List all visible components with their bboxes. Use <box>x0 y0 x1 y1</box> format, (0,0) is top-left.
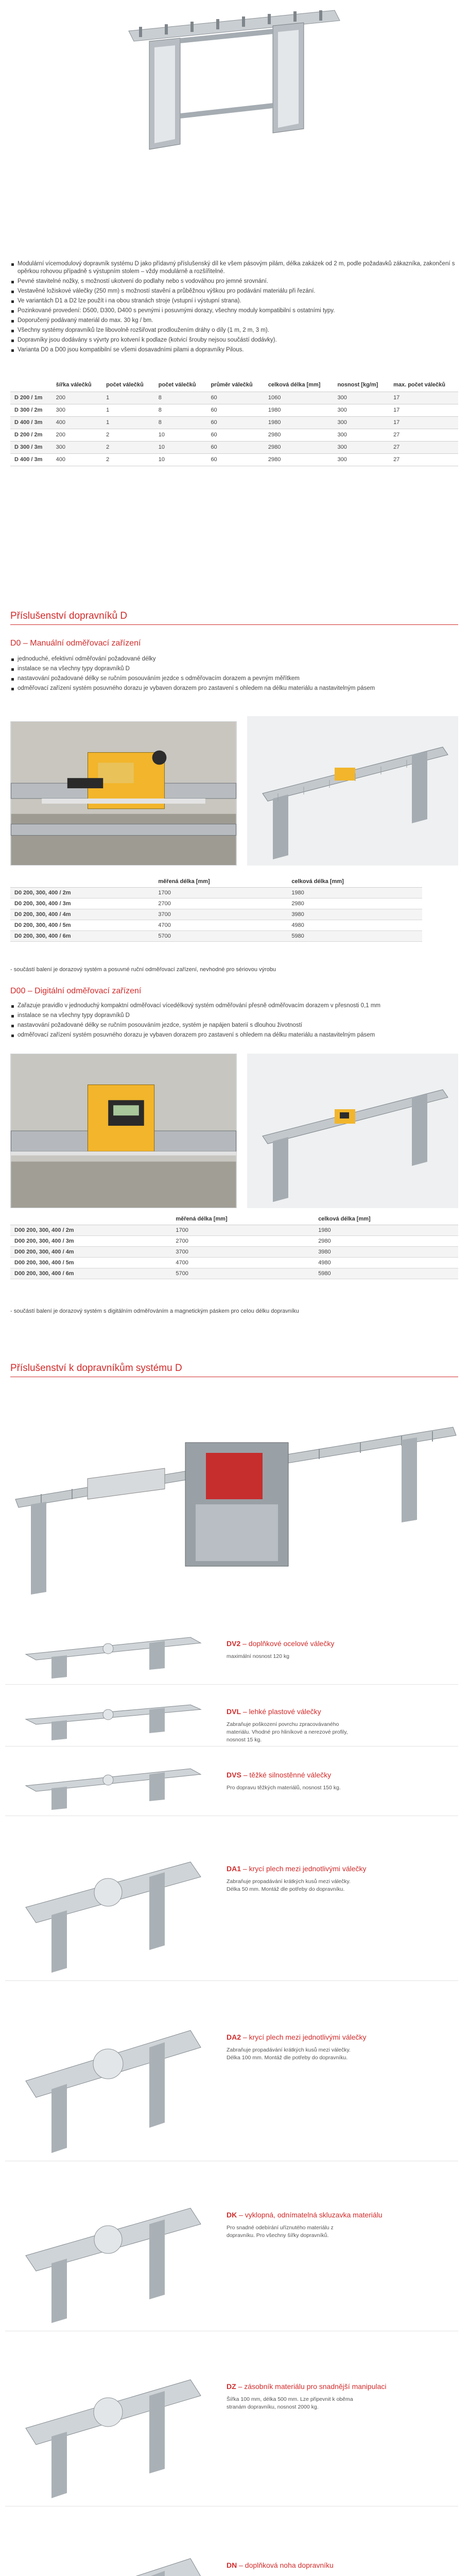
d0-length-cell: D0 200, 300, 400 / 5m <box>10 920 154 931</box>
accessory-title-text: – doplňková noha dopravníku <box>239 2561 334 2569</box>
accessory-code: DK <box>227 2211 237 2219</box>
d00-length-cell: 5980 <box>314 1268 458 1279</box>
d00-length-header-cell: měřená délka [mm] <box>171 1213 314 1225</box>
intro-bullet: Ve variantách D1 a D2 lze použít i na obou stranách stroje (vstupní i výstupní strana). <box>10 297 458 305</box>
accessory-drawing <box>5 1824 221 1976</box>
d0-title-text: – Manuální odměřovací zařízení <box>23 639 141 648</box>
d00-detail-drawing <box>11 1054 236 1208</box>
accessory-dz-text <box>227 2382 448 2411</box>
spec-header-cell: celková délka [mm] <box>264 379 334 392</box>
spec-cell: D 400 / 3m <box>10 454 52 466</box>
accessory-title <box>227 2382 448 2392</box>
accessory-dz-image <box>5 2339 221 2501</box>
accessory-da1 <box>0 1824 469 1984</box>
spec-cell: 27 <box>389 429 458 442</box>
section-divider <box>10 624 458 625</box>
spec-cell: 60 <box>206 404 264 417</box>
accessory-title <box>227 2561 448 2570</box>
spec-cell: 300 <box>333 417 389 429</box>
d00-length-header-cell <box>10 1213 171 1225</box>
spec-cell: 2 <box>102 429 154 442</box>
accessory-dk <box>0 2169 469 2334</box>
spec-cell: 10 <box>154 442 207 454</box>
spec-header-cell: počet válečků <box>154 379 207 392</box>
accessory-dvs-image <box>5 1754 221 1811</box>
accessory-dn-image <box>5 2514 221 2576</box>
accessory-divider <box>5 1980 458 1981</box>
d0-length-cell: D0 200, 300, 400 / 3m <box>10 899 154 909</box>
accessory-dn-text <box>227 2561 448 2570</box>
d0-length-header-cell: měřená délka [mm] <box>154 876 287 888</box>
intro-bullet: Dopravníky jsou dodávány s vývrty pro kotvení k podlaze (kotvicí šrouby nejsou součástí dodávky). <box>10 336 458 344</box>
spec-cell: 27 <box>389 442 458 454</box>
accessory-da1-text <box>227 1864 448 1893</box>
accessory-title-text: – doplňkové ocelové válečky <box>242 1639 335 1648</box>
accessory-title-text: – krycí plech mezi jednotlivými válečky <box>242 1865 367 1873</box>
d0-length-row <box>10 899 422 909</box>
accessory-description: Zabraňuje propadávání krátkých kusů mezi válečky. Délka 50 mm. Montáž dle potřeby do dopravníku. <box>227 1878 351 1892</box>
spec-cell: 2980 <box>264 454 334 466</box>
accessory-drawing <box>5 2339 221 2501</box>
accessory-da1-image <box>5 1824 221 1976</box>
spec-cell: 2980 <box>264 429 334 442</box>
spec-cell: 400 <box>52 454 102 466</box>
spec-header-cell: nosnost [kg/m] <box>333 379 389 392</box>
accessory-drawing <box>5 1692 221 1741</box>
intro-bullet-list <box>10 260 458 354</box>
accessory-title <box>227 1770 448 1780</box>
accessory-title <box>227 2032 448 2042</box>
d00-photo-overview <box>247 1054 458 1208</box>
intro-bullets <box>10 260 458 356</box>
spec-cell: 2980 <box>264 442 334 454</box>
spec-cell: D 400 / 3m <box>10 417 52 429</box>
intro-bullet: Modulární vícemodulový dopravník systému D jako přídavný příslušenský díl ke všem pásovým pilám, délka zakázek od 2 m, podle požadavků zákazníka, zakončení s opěrkou rohovou případně s výstupním stolem – vždy modulárně a rozšířitelné. <box>10 260 458 276</box>
d0-length-header-cell: celková délka [mm] <box>287 876 422 888</box>
spec-cell: 60 <box>206 442 264 454</box>
d00-length-row <box>10 1247 458 1258</box>
accessory-code: DZ <box>227 2382 236 2391</box>
spec-cell: 60 <box>206 454 264 466</box>
d00-length-cell: 2980 <box>314 1236 458 1247</box>
d0-length-cell: 3980 <box>287 909 422 920</box>
accessory-dvl-image <box>5 1692 221 1741</box>
spec-cell: 1 <box>102 392 154 404</box>
d0-length-cell: 3700 <box>154 909 287 920</box>
accessory-dv2 <box>0 1623 469 1687</box>
spec-cell: 200 <box>52 392 102 404</box>
accessory-dvs <box>0 1754 469 1819</box>
d0-length-cell: D0 200, 300, 400 / 2m <box>10 888 154 899</box>
spec-row <box>10 404 458 417</box>
accessory-divider <box>5 1746 458 1747</box>
d0-bullet: nastavování požadované délky se ručním posouváním jezdce s odměřovacím dorazem a pevným měřítkem <box>10 675 443 683</box>
spec-header-cell: šířka válečků <box>52 379 102 392</box>
spec-cell: 300 <box>52 404 102 417</box>
d00-table-wrap <box>10 1213 458 1279</box>
spec-cell: 8 <box>154 404 207 417</box>
d00-bullet: nastavování požadované délky se ručním posouváním jezdce, systém je napájen baterií s dlouhou životností <box>10 1022 448 1029</box>
d0-photo-detail <box>10 721 237 866</box>
d0-length-cell: 1700 <box>154 888 287 899</box>
spec-cell: 17 <box>389 417 458 429</box>
spec-cell: 200 <box>52 429 102 442</box>
accessory-drawing <box>5 1989 221 2156</box>
spec-row <box>10 392 458 404</box>
accessory-dvl-text <box>227 1707 448 1744</box>
d00-length-cell: D00 200, 300, 400 / 5m <box>10 1258 171 1268</box>
spec-cell: 1060 <box>264 392 334 404</box>
spec-cell: 300 <box>52 442 102 454</box>
d00-title-text: – Digitální odměřovací zařízení <box>27 987 142 995</box>
accessory-drawing <box>5 2169 221 2326</box>
spec-cell: 10 <box>154 454 207 466</box>
accessory-dk-image <box>5 2169 221 2326</box>
d00-length-cell: 5700 <box>171 1268 314 1279</box>
d00-length-row <box>10 1268 458 1279</box>
d00-title <box>10 987 141 996</box>
d0-length-cell: 5700 <box>154 931 287 942</box>
d0-title <box>10 639 141 648</box>
accessory-description: Zabraňuje propadávání krátkých kusů mezi válečky. Délka 100 mm. Montáž dle potřeby do dopravníku. <box>227 2047 351 2061</box>
accessory-dv2-text <box>227 1639 448 1660</box>
accessory-drawing <box>5 1754 221 1811</box>
accessory-divider <box>5 1684 458 1685</box>
d0-length-cell: 2700 <box>154 899 287 909</box>
d0-length-cell: 1980 <box>287 888 422 899</box>
accessory-code: DA2 <box>227 2033 241 2041</box>
d0-length-row <box>10 920 422 931</box>
d00-bullet: Zařazuje pravidlo v jednoduchý kompaktní odměřovací vícedélkový systém odměřování přesně odměřovacím dorazem v přesnosti 0,1 mm <box>10 1002 448 1010</box>
intro-bullet: Doporučený podávaný materiál do max. 30 kg / bm. <box>10 317 458 325</box>
d00-length-cell: D00 200, 300, 400 / 6m <box>10 1268 171 1279</box>
d00-photo-detail <box>10 1054 237 1208</box>
spec-cell: 400 <box>52 417 102 429</box>
accessories-title: Příslušenství k dopravníkům systému D <box>10 1363 182 1374</box>
accessory-code: DVS <box>227 1771 241 1779</box>
accessory-dv2-image <box>5 1623 221 1680</box>
spec-cell: 8 <box>154 417 207 429</box>
d00-length-header-row <box>10 1213 458 1225</box>
accessory-da2-image <box>5 1989 221 2156</box>
spec-cell: 300 <box>333 442 389 454</box>
accessory-dvl <box>0 1692 469 1749</box>
spec-cell: 8 <box>154 392 207 404</box>
d0-length-table <box>10 876 422 942</box>
spec-row <box>10 417 458 429</box>
accessory-description: maximální nosnost 120 kg <box>227 1653 289 1659</box>
accessory-description: Šířka 100 mm, délka 500 mm. Lze připevnit k oběma stranám dopravníku, nosnost 2000 kg. <box>227 2396 353 2410</box>
accessory-dz <box>0 2339 469 2509</box>
accessory-code: DV2 <box>227 1639 241 1648</box>
spec-row <box>10 429 458 442</box>
spec-cell: 27 <box>389 454 458 466</box>
d0-bullet: odměřovací zařízení systém posuvného dorazu je vybaven dorazem pro zastavení s ohledem na délku materiálu a nastavitelným pásem <box>10 685 443 692</box>
d00-note: - součástí balení je dorazový systém s digitálním odměřováním a magnetickým páskem pro celou délku dopravníku <box>10 1308 299 1314</box>
spec-header-row <box>10 379 458 392</box>
accessory-title <box>227 1639 448 1649</box>
d0-length-cell: D0 200, 300, 400 / 4m <box>10 909 154 920</box>
intro-bullet: Vestavěné ložiskové válečky (250 mm) s možností stavění a průběžnou výškou pro podávání materiálu při řezání. <box>10 287 458 295</box>
accessory-code: DVL <box>227 1707 241 1716</box>
d00-length-row <box>10 1225 458 1236</box>
spec-row <box>10 454 458 466</box>
intro-bullet: Pozinkované provedení: D500, D300, D400 s pevnými i posuvnými dorazy, všechny moduly kompatibilní s ostatními typy. <box>10 307 458 315</box>
spec-cell: 60 <box>206 392 264 404</box>
spec-cell: 1980 <box>264 417 334 429</box>
d00-length-row <box>10 1236 458 1247</box>
spec-cell: 60 <box>206 417 264 429</box>
d0-length-cell: 5980 <box>287 931 422 942</box>
d0-length-row <box>10 888 422 899</box>
d0-length-cell: 4980 <box>287 920 422 931</box>
accessory-description: Zabraňuje poškození povrchu zpracovávaného materiálu. Vhodné pro hliníkové a nerezové profily, nosnost 15 kg. <box>227 1721 348 1743</box>
d00-bullets <box>10 1002 448 1041</box>
spec-header-cell <box>10 379 52 392</box>
accessory-dn <box>0 2514 469 2576</box>
d00-length-cell: 3700 <box>171 1247 314 1258</box>
d00-bullet: instalace se na všechny typy dopravníků D <box>10 1012 448 1020</box>
spec-cell: 10 <box>154 429 207 442</box>
spec-header-cell: max. počet válečků <box>389 379 458 392</box>
d00-length-row <box>10 1258 458 1268</box>
d0-length-cell: 2980 <box>287 899 422 909</box>
d00-bullet: odměřovací zařízení systém posuvného dorazu je vybaven dorazem pro zastavení s ohledem na délku materiálu a nastavitelným pásem <box>10 1031 448 1039</box>
accessories-overview-image <box>10 1386 458 1613</box>
spec-cell: 1980 <box>264 404 334 417</box>
spec-cell: 17 <box>389 392 458 404</box>
d00-length-table <box>10 1213 458 1279</box>
d0-length-row <box>10 909 422 920</box>
accessory-code: DA1 <box>227 1865 241 1873</box>
d0-note: - součástí balení je dorazový systém a posuvné ruční odměřovací zařízení, nevhodné pro sériovou výrobu <box>10 967 276 973</box>
d0-overview-drawing <box>247 716 458 866</box>
d00-length-cell: 4980 <box>314 1258 458 1268</box>
accessory-title-text: – vyklopná, odnímatelná skluzavka materiálu <box>239 2211 383 2219</box>
spec-cell: 2 <box>102 454 154 466</box>
accessory-title <box>227 1864 448 1874</box>
intro-bullet: Pevné stavitelné nožky, s možností ukotvení do podlahy nebo s vodováhou pro jemné srovnání. <box>10 278 458 285</box>
accessory-description: Pro dopravu těžkých materiálů, nosnost 150 kg. <box>227 1785 341 1791</box>
spec-cell: D 300 / 2m <box>10 404 52 417</box>
accessory-code: DN <box>227 2561 237 2569</box>
accessory-dk-text <box>227 2210 448 2240</box>
d00-length-cell: 3980 <box>314 1247 458 1258</box>
spec-cell: 300 <box>333 454 389 466</box>
spec-cell: 2 <box>102 442 154 454</box>
d00-length-cell: 2700 <box>171 1236 314 1247</box>
d0-length-header-cell <box>10 876 154 888</box>
spec-table-wrap <box>10 379 458 466</box>
spec-cell: 60 <box>206 429 264 442</box>
spec-cell: 300 <box>333 429 389 442</box>
d00-length-cell: D00 200, 300, 400 / 4m <box>10 1247 171 1258</box>
d00-length-cell: 1700 <box>171 1225 314 1236</box>
accessory-dvs-text <box>227 1770 448 1792</box>
d0-length-cell: D0 200, 300, 400 / 6m <box>10 931 154 942</box>
spec-cell: 17 <box>389 404 458 417</box>
spec-header-cell: průměr válečků <box>206 379 264 392</box>
spec-cell: 300 <box>333 404 389 417</box>
accessory-title-text: – krycí plech mezi jednotlivými válečky <box>242 2033 367 2041</box>
accessory-description: Pro snadné odebírání uříznutého materiálu z dopravníku. Pro všechny šířky dopravníků. <box>227 2225 334 2239</box>
d0-length-cell: 4700 <box>154 920 287 931</box>
d00-length-header-cell: celková délka [mm] <box>314 1213 458 1225</box>
d0-bullets <box>10 655 443 694</box>
spec-table <box>10 379 458 466</box>
d0-detail-drawing <box>11 722 236 865</box>
accessory-title-text: – lehké plastové válečky <box>242 1707 321 1716</box>
d00-overview-drawing <box>247 1054 458 1208</box>
conveyor-frame-image <box>118 0 345 155</box>
spec-cell: D 200 / 1m <box>10 392 52 404</box>
accessory-title <box>227 2210 448 2220</box>
d0-code: D0 <box>10 639 21 648</box>
d0-photo-overview <box>247 716 458 866</box>
d0-length-row <box>10 931 422 942</box>
spec-cell: D 200 / 2m <box>10 429 52 442</box>
d00-length-cell: D00 200, 300, 400 / 2m <box>10 1225 171 1236</box>
accessory-title <box>227 1707 448 1717</box>
spec-row <box>10 442 458 454</box>
d00-length-cell: 1980 <box>314 1225 458 1236</box>
d00-code: D00 <box>10 987 26 995</box>
d0-length-header-row <box>10 876 422 888</box>
spec-cell: D 300 / 3m <box>10 442 52 454</box>
accessory-da2-text <box>227 2032 448 2062</box>
intro-bullet: Všechny systémy dopravníků lze libovolně rozšiřovat prodloužením dráhy o díly (1 m, 2 m, 3 m). <box>10 327 458 334</box>
accessories-overview-drawing <box>10 1386 458 1613</box>
spec-cell: 1 <box>102 417 154 429</box>
accessory-title-text: – zásobník materiálu pro snadnější manipulaci <box>238 2382 387 2391</box>
spec-cell: 300 <box>333 392 389 404</box>
d00-length-cell: 4700 <box>171 1258 314 1268</box>
accessory-drawing <box>5 1623 221 1680</box>
d0-bullet-list <box>10 655 443 692</box>
d0-bullet: jednoduché, efektivní odměřování požadované délky <box>10 655 443 663</box>
conveyor-frame-drawing <box>118 0 345 155</box>
accessory-drawing <box>5 2514 221 2576</box>
intro-bullet: Varianta D0 a D00 jsou kompatibilní se všemi dosavadními pilami a dopravníky Pilous. <box>10 346 458 354</box>
accessory-da2 <box>0 1989 469 2164</box>
d00-bullet-list <box>10 1002 448 1039</box>
accessory-title-text: – těžké silnostěnné válečky <box>243 1771 332 1779</box>
d0-bullet: instalace se na všechny typy dopravníků D <box>10 665 443 673</box>
spec-header-cell: počet válečků <box>102 379 154 392</box>
spec-cell: 1 <box>102 404 154 417</box>
section-title: Příslušenství dopravníků D <box>10 611 128 621</box>
d00-length-cell: D00 200, 300, 400 / 3m <box>10 1236 171 1247</box>
d0-table-wrap <box>10 876 422 942</box>
